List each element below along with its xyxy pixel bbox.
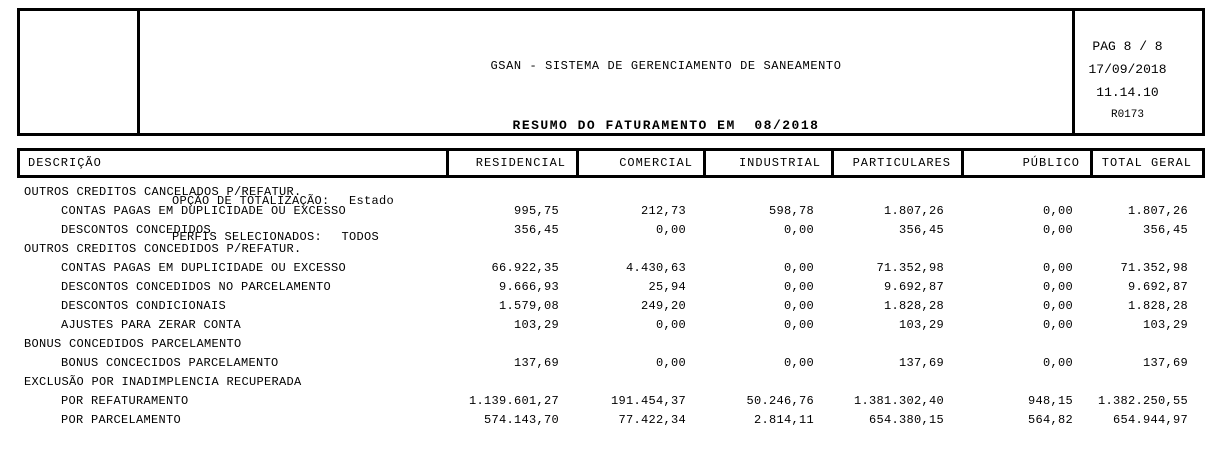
row-value-total-geral: 137,69 [1142,356,1188,370]
row-value-publico: 0,00 [1042,204,1073,218]
table-row [20,335,1202,354]
row-value-particulares: 9.692,87 [883,280,944,294]
row-value-total-geral: 103,29 [1142,318,1188,332]
table-row [20,278,1202,297]
row-value-residencial: 356,45 [513,223,559,237]
report-time: 11.14.10 [1096,85,1159,100]
row-value-industrial: 0,00 [783,280,814,294]
row-value-industrial: 0,00 [783,318,814,332]
row-value-industrial: 0,00 [783,223,814,237]
logo-placeholder [20,11,140,133]
row-value-industrial: 0,00 [783,356,814,370]
row-value-comercial [573,373,700,392]
row-description: AJUSTES PARA ZERAR CONTA [61,318,242,332]
table-row [20,259,1202,278]
row-value-residencial: 1.579,08 [498,299,559,313]
row-value-residencial: 1.139.601,27 [468,394,559,408]
row-value-publico [958,335,1087,354]
column-header-particulares: PARTICULARES [831,151,961,175]
row-value-publico: 564,82 [1027,413,1073,427]
row-value-comercial: 0,00 [655,223,686,237]
row-description: POR PARCELAMENTO [61,413,182,427]
row-value-comercial: 249,20 [640,299,686,313]
row-value-particulares: 1.381.302,40 [853,394,944,408]
title-block [140,11,1072,169]
column-header-industrial: INDUSTRIAL [703,151,831,175]
row-value-particulares [828,335,958,354]
row-value-publico [958,240,1087,259]
row-value-publico: 0,00 [1042,280,1073,294]
row-value-particulares [828,183,958,202]
row-value-publico: 0,00 [1042,299,1073,313]
row-value-particulares: 356,45 [898,223,944,237]
table-row [20,373,1202,392]
row-description: OUTROS CREDITOS CANCELADOS P/REFATUR. [24,185,302,199]
page-info [1072,11,1202,133]
row-value-residencial: 137,69 [513,356,559,370]
row-value-publico: 948,15 [1027,394,1073,408]
table-row [20,392,1202,411]
table-row [20,202,1202,221]
row-value-particulares: 71.352,98 [876,261,944,275]
row-value-particulares [828,240,958,259]
row-value-residencial: 995,75 [513,204,559,218]
row-value-residencial [443,183,573,202]
row-value-residencial: 574.143,70 [483,413,559,427]
row-value-residencial: 66.922,35 [491,261,559,275]
row-value-comercial: 4.430,63 [625,261,686,275]
row-value-comercial: 25,94 [648,280,686,294]
row-description: DESCONTOS CONCEDIDOS [61,223,212,237]
table-row [20,411,1202,430]
row-value-particulares: 137,69 [898,356,944,370]
row-value-comercial: 0,00 [655,318,686,332]
row-value-publico: 0,00 [1042,356,1073,370]
row-value-total-geral [1087,335,1202,354]
row-value-total-geral [1087,240,1202,259]
row-value-publico: 0,00 [1042,318,1073,332]
profiles-value: TODOS [341,230,380,244]
row-value-industrial: 50.246,76 [746,394,814,408]
row-value-particulares: 103,29 [898,318,944,332]
row-value-residencial: 9.666,93 [498,280,559,294]
table-row [20,316,1202,335]
report-code: R0173 [1110,109,1144,121]
row-description: DESCONTOS CONCEDIDOS NO PARCELAMENTO [61,280,332,294]
row-value-industrial: 0,00 [783,261,814,275]
row-description: BONUS CONCEDIDOS PARCELAMENTO [24,337,242,351]
row-value-total-geral [1087,373,1202,392]
row-value-total-geral: 1.828,28 [1127,299,1188,313]
row-value-publico [958,373,1087,392]
column-header-total-geral: TOTAL GERAL [1090,151,1202,175]
row-value-industrial: 0,00 [783,299,814,313]
row-value-residencial [443,373,573,392]
row-value-industrial [700,335,828,354]
table-header-row [17,148,1205,178]
row-value-industrial: 2.814,11 [753,413,814,427]
table-row [20,354,1202,373]
row-value-industrial [700,240,828,259]
table-body [20,183,1202,430]
row-description: CONTAS PAGAS EM DUPLICIDADE OU EXCESSO [61,204,347,218]
row-value-particulares: 654.380,15 [868,413,944,427]
table-row [20,297,1202,316]
row-value-comercial: 0,00 [655,356,686,370]
row-value-total-geral: 1.807,26 [1127,204,1188,218]
row-value-comercial: 191.454,37 [610,394,686,408]
row-value-publico: 0,00 [1042,261,1073,275]
system-title: GSAN - SISTEMA DE GERENCIAMENTO DE SANEAMENTO [490,59,842,73]
profiles-label: PERFIS SELECIONADOS: [172,230,323,244]
table-row [20,183,1202,202]
row-value-total-geral: 1.382.250,55 [1097,394,1188,408]
totalization-value: Estado [349,194,395,208]
row-value-particulares [828,373,958,392]
table-row [20,240,1202,259]
column-header-residencial: RESIDENCIAL [446,151,576,175]
row-value-total-geral: 654.944,97 [1112,413,1188,427]
row-value-residencial [443,335,573,354]
row-value-total-geral: 356,45 [1142,223,1188,237]
column-header-descricao: DESCRIÇÃO [28,156,102,170]
page-number: PAG 8 / 8 [1092,39,1163,54]
row-value-industrial [700,373,828,392]
row-value-comercial [573,335,700,354]
row-value-residencial: 103,29 [513,318,559,332]
row-description: BONUS CONCECIDOS PARCELAMENTO [61,356,279,370]
row-description: OUTROS CREDITOS CONCEDIDOS P/REFATUR. [24,242,302,256]
row-value-comercial [573,240,700,259]
row-value-comercial: 212,73 [640,204,686,218]
column-header-comercial: COMERCIAL [576,151,703,175]
row-value-particulares: 1.807,26 [883,204,944,218]
row-value-total-geral: 9.692,87 [1127,280,1188,294]
row-description: CONTAS PAGAS EM DUPLICIDADE OU EXCESSO [61,261,347,275]
row-value-publico [958,183,1087,202]
totalization-label: OPÇÃO DE TOTALIZAÇÃO: [172,194,330,208]
row-value-industrial [700,183,828,202]
column-header-publico: PÚBLICO [961,151,1090,175]
row-value-industrial: 598,78 [768,204,814,218]
report-title: RESUMO DO FATURAMENTO EM 08/2018 [512,118,820,133]
table-row [20,221,1202,240]
row-value-particulares: 1.828,28 [883,299,944,313]
row-description: DESCONTOS CONDICIONAIS [61,299,227,313]
row-value-total-geral: 71.352,98 [1120,261,1188,275]
row-value-comercial: 77.422,34 [618,413,686,427]
row-value-residencial [443,240,573,259]
row-description: POR REFATURAMENTO [61,394,189,408]
row-value-comercial [573,183,700,202]
report-date: 17/09/2018 [1088,62,1167,77]
row-description: EXCLUSÃO POR INADIMPLENCIA RECUPERADA [24,375,302,389]
row-value-publico: 0,00 [1042,223,1073,237]
row-value-total-geral [1087,183,1202,202]
